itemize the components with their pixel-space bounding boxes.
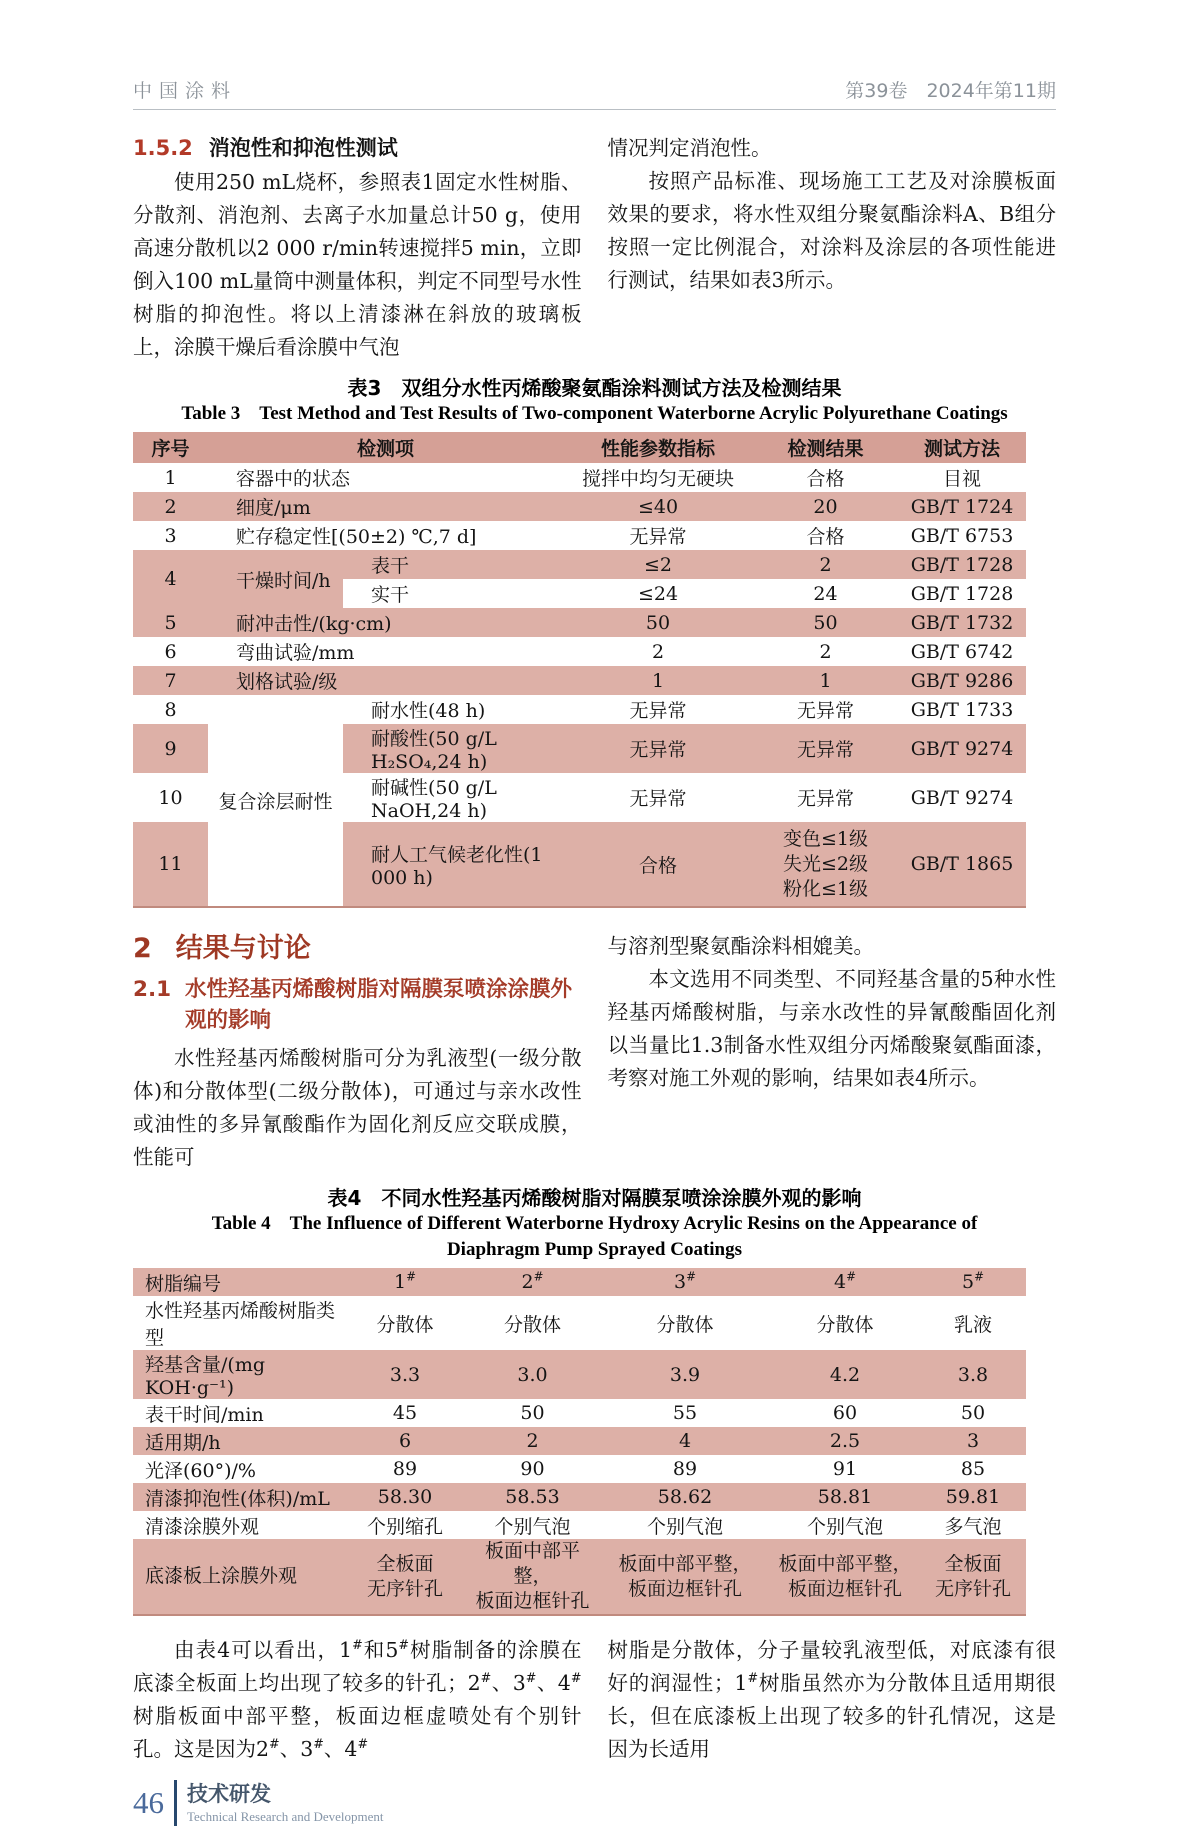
cell: 无异常 [563,695,753,724]
cell: 4.2 [770,1350,920,1399]
col-header: 序号 [133,432,208,463]
row-label: 树脂编号 [133,1268,345,1296]
cell: 90 [465,1455,600,1483]
cell: 58.62 [600,1483,770,1511]
table-row [133,695,1026,724]
cell: 分散体 [770,1296,920,1350]
cell: 7 [133,666,208,695]
table-row [133,492,1026,521]
col-header: 检测结果 [753,432,898,463]
cell: GB/T 1728 [898,579,1026,608]
cell: 9 [133,724,208,773]
table3-caption-zh: 表3 双组分水性丙烯酸聚氨酯涂料测试方法及检测结果 [347,376,842,400]
cell: 乳液 [920,1296,1026,1350]
cell: 50 [465,1399,600,1427]
cell: 搅拌中均匀无硬块 [563,463,753,492]
cell: 6 [345,1427,465,1455]
footer-section-en: Technical Research and Development [187,1808,384,1824]
heading-21-title: 水性羟基丙烯酸树脂对隔膜泵喷涂涂膜外观的影响 [185,977,573,1033]
cell: 1# [345,1268,465,1296]
footer-section [187,1782,384,1825]
heading-21 [133,974,582,1036]
section-2 [133,930,1056,1174]
volume-issue: 第39卷 2024年第11期 [845,80,1056,102]
cell: 贮存稳定性[(50±2) ℃,7 d] [208,521,563,550]
cell: 板面中部平整， 板面边框针孔 [770,1539,920,1615]
cell: GB/T 1724 [898,492,1026,521]
footer-section-zh: 技术研发 [187,1781,271,1806]
cell: 实干 [343,579,563,608]
cell: 多气泡 [920,1511,1026,1539]
cell: 目视 [898,463,1026,492]
cell: 个别气泡 [465,1511,600,1539]
cell: 2.5 [770,1427,920,1455]
column-left [133,132,582,364]
table-row [133,608,1026,637]
cell: GB/T 6753 [898,521,1026,550]
paragraph: 由表4可以看出，1#和5#树脂制备的涂膜在底漆全板面上均出现了较多的针孔；2#、3#、4#树脂板面中部平整，板面边框虚喷处有个别针孔。这是因为2#、3#、4# [133,1637,582,1761]
cell: 6 [133,637,208,666]
cell: 无异常 [753,695,898,724]
table3 [133,432,1026,908]
row-label: 表干时间/min [133,1399,345,1427]
cell: 耐酸性(50 g/L H₂SO₄,24 h) [343,724,563,773]
paragraph: 按照产品标准、现场施工工艺及对涂膜板面效果的要求，将水性双组分聚氨酯涂料A、B组分按照一定比例混合，对涂料及涂层的各项性能进行测试，结果如表3所示。 [607,169,1056,292]
cell: 合格 [753,521,898,550]
cell: 1 [753,666,898,695]
cell: 3.9 [600,1350,770,1399]
cell: 4# [770,1268,920,1296]
cell: 11 [133,822,208,907]
cell: 3# [600,1268,770,1296]
cell: 全板面 无序针孔 [920,1539,1026,1615]
row-label: 底漆板上涂膜外观 [133,1539,345,1615]
table-row [133,1268,1026,1296]
table-row [133,550,1026,579]
cell: 3.0 [465,1350,600,1399]
cell: 耐冲击性/(kg·cm) [208,608,563,637]
cell: 5 [133,608,208,637]
table4-caption-zh: 表4 不同水性羟基丙烯酸树脂对隔膜泵喷涂涂膜外观的影响 [327,1186,862,1210]
table-row [133,1511,1026,1539]
col-header: 测试方法 [898,432,1026,463]
cell: 4 [600,1427,770,1455]
table-row [133,1455,1026,1483]
column-left [133,1634,582,1766]
page-number: 46 [133,1785,164,1820]
heading-2-title: 结果与讨论 [175,933,311,964]
cell: 无异常 [753,773,898,822]
paragraph: 本文选用不同类型、不同羟基含量的5种水性羟基丙烯酸树脂，与亲水改性的异氰酸酯固化剂以当量比1.3制备水性双组分丙烯酸聚氨酯面漆，考察对施工外观的影响，结果如表4所示。 [607,967,1056,1090]
section-discussion [133,1634,1056,1766]
cell: 无异常 [563,773,753,822]
cell: 容器中的状态 [208,463,563,492]
cell: 58.30 [345,1483,465,1511]
cell: ≤24 [563,579,753,608]
cell: GB/T 1733 [898,695,1026,724]
cell: 8 [133,695,208,724]
cell: 45 [345,1399,465,1427]
cell: 60 [770,1399,920,1427]
cell: 耐碱性(50 g/L NaOH,24 h) [343,773,563,822]
cell: 分散体 [345,1296,465,1350]
cell: 58.81 [770,1483,920,1511]
cell: GB/T 1865 [898,822,1026,907]
cell: 板面中部平整， 板面边框针孔 [600,1539,770,1615]
cell: 全板面 无序针孔 [345,1539,465,1615]
cell: 合格 [563,822,753,907]
cell: 3.3 [345,1350,465,1399]
cell: GB/T 9274 [898,724,1026,773]
cell: 无异常 [563,521,753,550]
table3-header-row [133,432,1026,463]
cell: 耐水性(48 h) [343,695,563,724]
cell: 表干 [343,550,563,579]
cell: 91 [770,1455,920,1483]
table-row [133,521,1026,550]
cell: ≤40 [563,492,753,521]
row-label: 羟基含量/(mg KOH·g⁻¹) [133,1350,345,1399]
cell: 2# [465,1268,600,1296]
column-right [608,132,1057,364]
cell: 分散体 [600,1296,770,1350]
cell: 合格 [753,463,898,492]
cell: 划格试验/级 [208,666,563,695]
cell: 弯曲试验/mm [208,637,563,666]
cell: 细度/μm [208,492,563,521]
paragraph: 情况判定消泡性。 [607,136,772,160]
paragraph: 水性羟基丙烯酸树脂可分为乳液型(一级分散体)和分散体型(二级分散体)，可通过与亲水改性或油性的多异氰酸酯作为固化剂反应交联成膜，性能可 [133,1046,582,1169]
heading-152-title: 消泡性和抑泡性测试 [208,136,398,160]
row-label: 清漆抑泡性(体积)/mL [133,1483,345,1511]
cell: 2 [753,550,898,579]
group-label-cell: 复合涂层耐性 [208,695,343,907]
cell: 4 [133,550,208,608]
cell: GB/T 6742 [898,637,1026,666]
paragraph: 树脂是分散体，分子量较乳液型低，对底漆有很好的润湿性；1#树脂虽然亦为分散体且适用期很长，但在底漆板上出现了较多的针孔情况，这是因为长适用 [607,1638,1056,1761]
cell: GB/T 9286 [898,666,1026,695]
row-label: 清漆涂膜外观 [133,1511,345,1539]
table3-caption-en: Table 3 Test Method and Test Results of Two-component Waterborne Acrylic Polyurethane Coatings [181,403,1008,424]
cell: 3 [133,521,208,550]
table-row [133,1399,1026,1427]
cell: 无异常 [563,724,753,773]
cell: 3 [920,1427,1026,1455]
table-row [133,463,1026,492]
cell: 2 [465,1427,600,1455]
row-label: 光泽(60°)/% [133,1455,345,1483]
table4 [133,1268,1026,1616]
cell: 50 [920,1399,1026,1427]
journal-name: 中国涂料 [133,80,238,102]
table-row [133,1296,1026,1350]
table4-caption-en2: Diaphragm Pump Sprayed Coatings [446,1239,743,1260]
cell: 个别气泡 [770,1511,920,1539]
cell: GB/T 1732 [898,608,1026,637]
column-left [133,930,582,1174]
table-row [133,666,1026,695]
cell: 20 [753,492,898,521]
cell: GB/T 1728 [898,550,1026,579]
cell: 3.8 [920,1350,1026,1399]
cell: 24 [753,579,898,608]
cell: 2 [563,637,753,666]
paragraph: 与溶剂型聚氨酯涂料相媲美。 [607,934,874,958]
cell: 55 [600,1399,770,1427]
paragraph: 使用250 mL烧杯，参照表1固定水性树脂、分散剂、消泡剂、去离子水加量总计50 g，使用高速分散机以2 000 r/min转速搅拌5 min，立即倒入100 mL量筒中测量体积，判定不同型号水性树脂的抑泡性。将以上清漆淋在斜放的玻璃板上，涂膜干燥后看涂膜中气泡 [133,170,582,359]
table-row [133,1483,1026,1511]
cell: 板面中部平整， 板面边框针孔 [465,1539,600,1615]
col-header: 检测项 [208,432,563,463]
cell: 58.53 [465,1483,600,1511]
column-right [608,930,1057,1174]
cell: 59.81 [920,1483,1026,1511]
section-152 [133,132,1056,364]
cell: 1 [133,463,208,492]
table4-caption-en: Table 4 The Influence of Different Waterborne Hydroxy Acrylic Resins on the Appearance of [211,1213,978,1234]
page-footer [133,1780,1056,1826]
cell: 2 [133,492,208,521]
cell: 变色≤1级 失光≤2级 粉化≤1级 [753,822,898,907]
table-row [133,1539,1026,1615]
running-head [133,76,1056,110]
column-right [608,1634,1057,1766]
cell: 5# [920,1268,1026,1296]
heading-21-number: 2.1 [133,977,172,1002]
cell: 个别气泡 [600,1511,770,1539]
table-row [133,1427,1026,1455]
cell: 耐人工气候老化性(1 000 h) [343,822,563,907]
cell: 干燥时间/h [208,550,343,608]
col-header: 性能参数指标 [563,432,753,463]
heading-2 [133,932,582,966]
cell: ≤2 [563,550,753,579]
cell: GB/T 9274 [898,773,1026,822]
row-label: 适用期/h [133,1427,345,1455]
cell: 89 [345,1455,465,1483]
heading-152 [133,132,582,164]
cell: 85 [920,1455,1026,1483]
table-row [133,1350,1026,1399]
cell: 个别缩孔 [345,1511,465,1539]
cell: 1 [563,666,753,695]
footer-divider-bar [174,1780,177,1826]
cell: 89 [600,1455,770,1483]
table-row [133,637,1026,666]
cell: 2 [753,637,898,666]
heading-152-number: 1.5.2 [133,136,193,160]
cell: 分散体 [465,1296,600,1350]
heading-2-number: 2 [133,933,152,964]
cell: 无异常 [753,724,898,773]
cell: 50 [753,608,898,637]
cell: 10 [133,773,208,822]
row-label: 水性羟基丙烯酸树脂类型 [133,1296,345,1350]
cell: 50 [563,608,753,637]
